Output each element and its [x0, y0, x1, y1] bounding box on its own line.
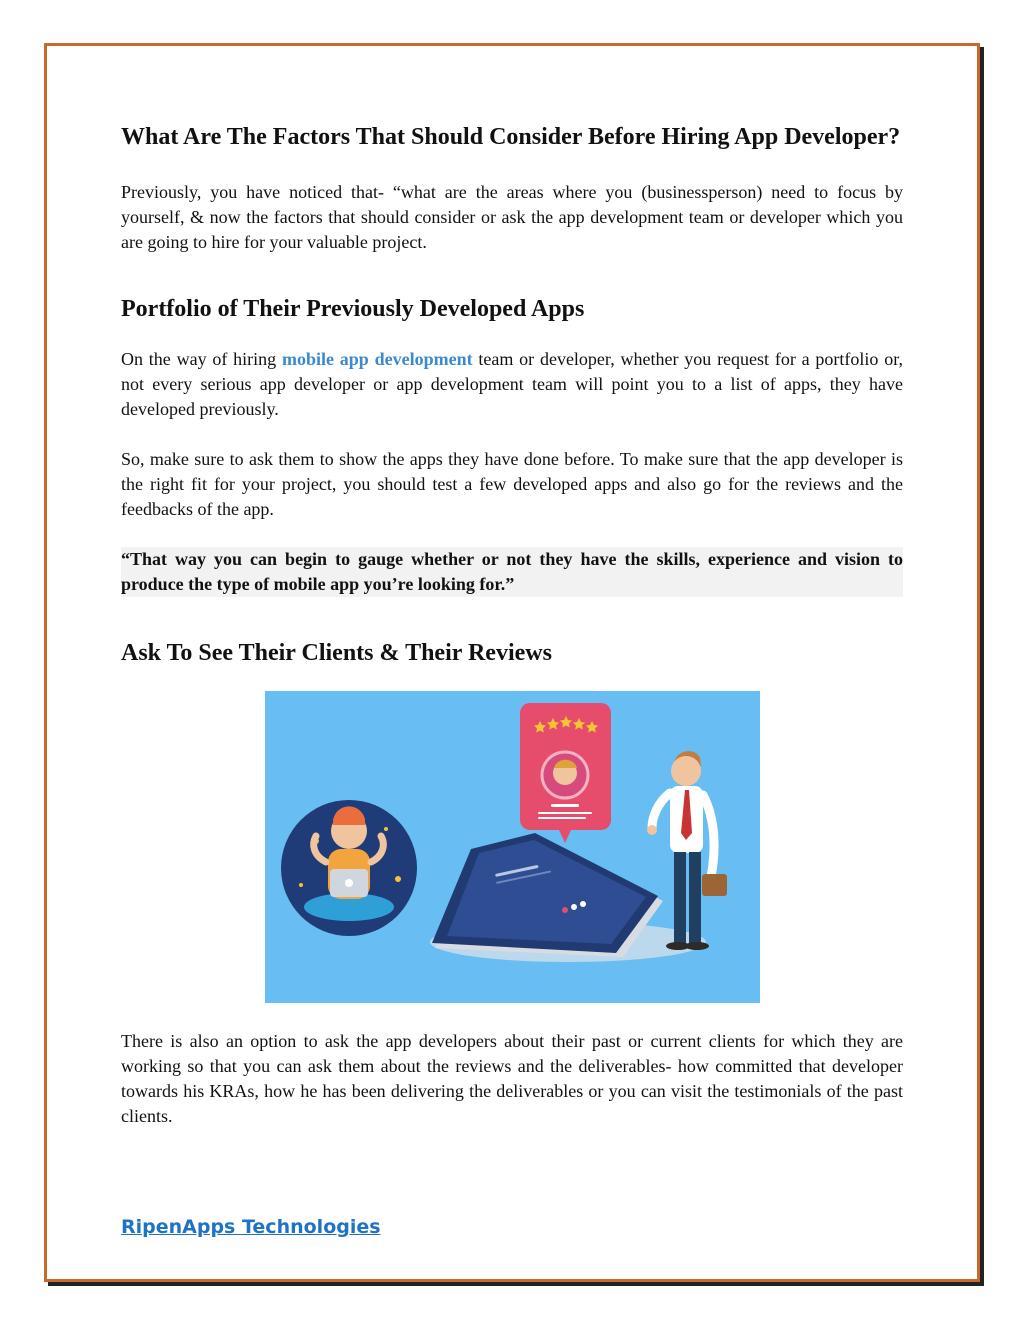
portfolio-heading: Portfolio of Their Previously Developed Apps [121, 296, 585, 322]
portfolio-paragraph-2: So, make sure to ask them to show the apps they have done before. To make sure that the app developer is the right fit for your project, you should test a few developed apps and also go for the reviews and the feedbacks of the app. [121, 449, 903, 519]
mobile-app-development-link[interactable]: mobile app development [281, 349, 473, 369]
ripenapps-footer-link[interactable]: RipenApps Technologies [121, 1216, 381, 1238]
portfolio-text-prefix: On the way of hiring [121, 349, 282, 369]
businessman-head [671, 756, 701, 786]
review-bubble [520, 703, 611, 843]
portfolio-paragraph [121, 347, 903, 422]
intro-paragraph: Previously, you have noticed that- “what are the areas where you (businessperson) need to focus by yourself, & now the factors that should consider or ask the app development team or developer which you are going to hire for your valuable project. [121, 182, 903, 252]
document-body [121, 120, 903, 1154]
briefcase [702, 874, 727, 896]
main-heading: What Are The Factors That Should Consider Before Hiring App Developer? [121, 124, 901, 150]
client-reviews-illustration [265, 691, 760, 1003]
meditating-developer-figure [281, 800, 417, 936]
clients-heading: Ask To See Their Clients & Their Reviews [121, 640, 552, 666]
portfolio-text-suffix: team or developer, whether you request for a portfolio or, not every serious app developer or app development team will point you to a list of apps, they have developed previously. [121, 349, 903, 419]
highlighted-quote: “That way you can begin to gauge whether or not they have the skills, experience and vision to produce the type of mobile app you’re looking for.” [121, 547, 903, 597]
clients-paragraph: There is also an option to ask the app developers about their past or current clients for which they are working so that you can ask them about the reviews and the deliverables- how committed that developer towards his KRAs, how he has been delivering the deliverables or you can visit the testimonials of the past clients. [121, 1031, 903, 1126]
client-reviews-illustration-svg [265, 691, 760, 1003]
